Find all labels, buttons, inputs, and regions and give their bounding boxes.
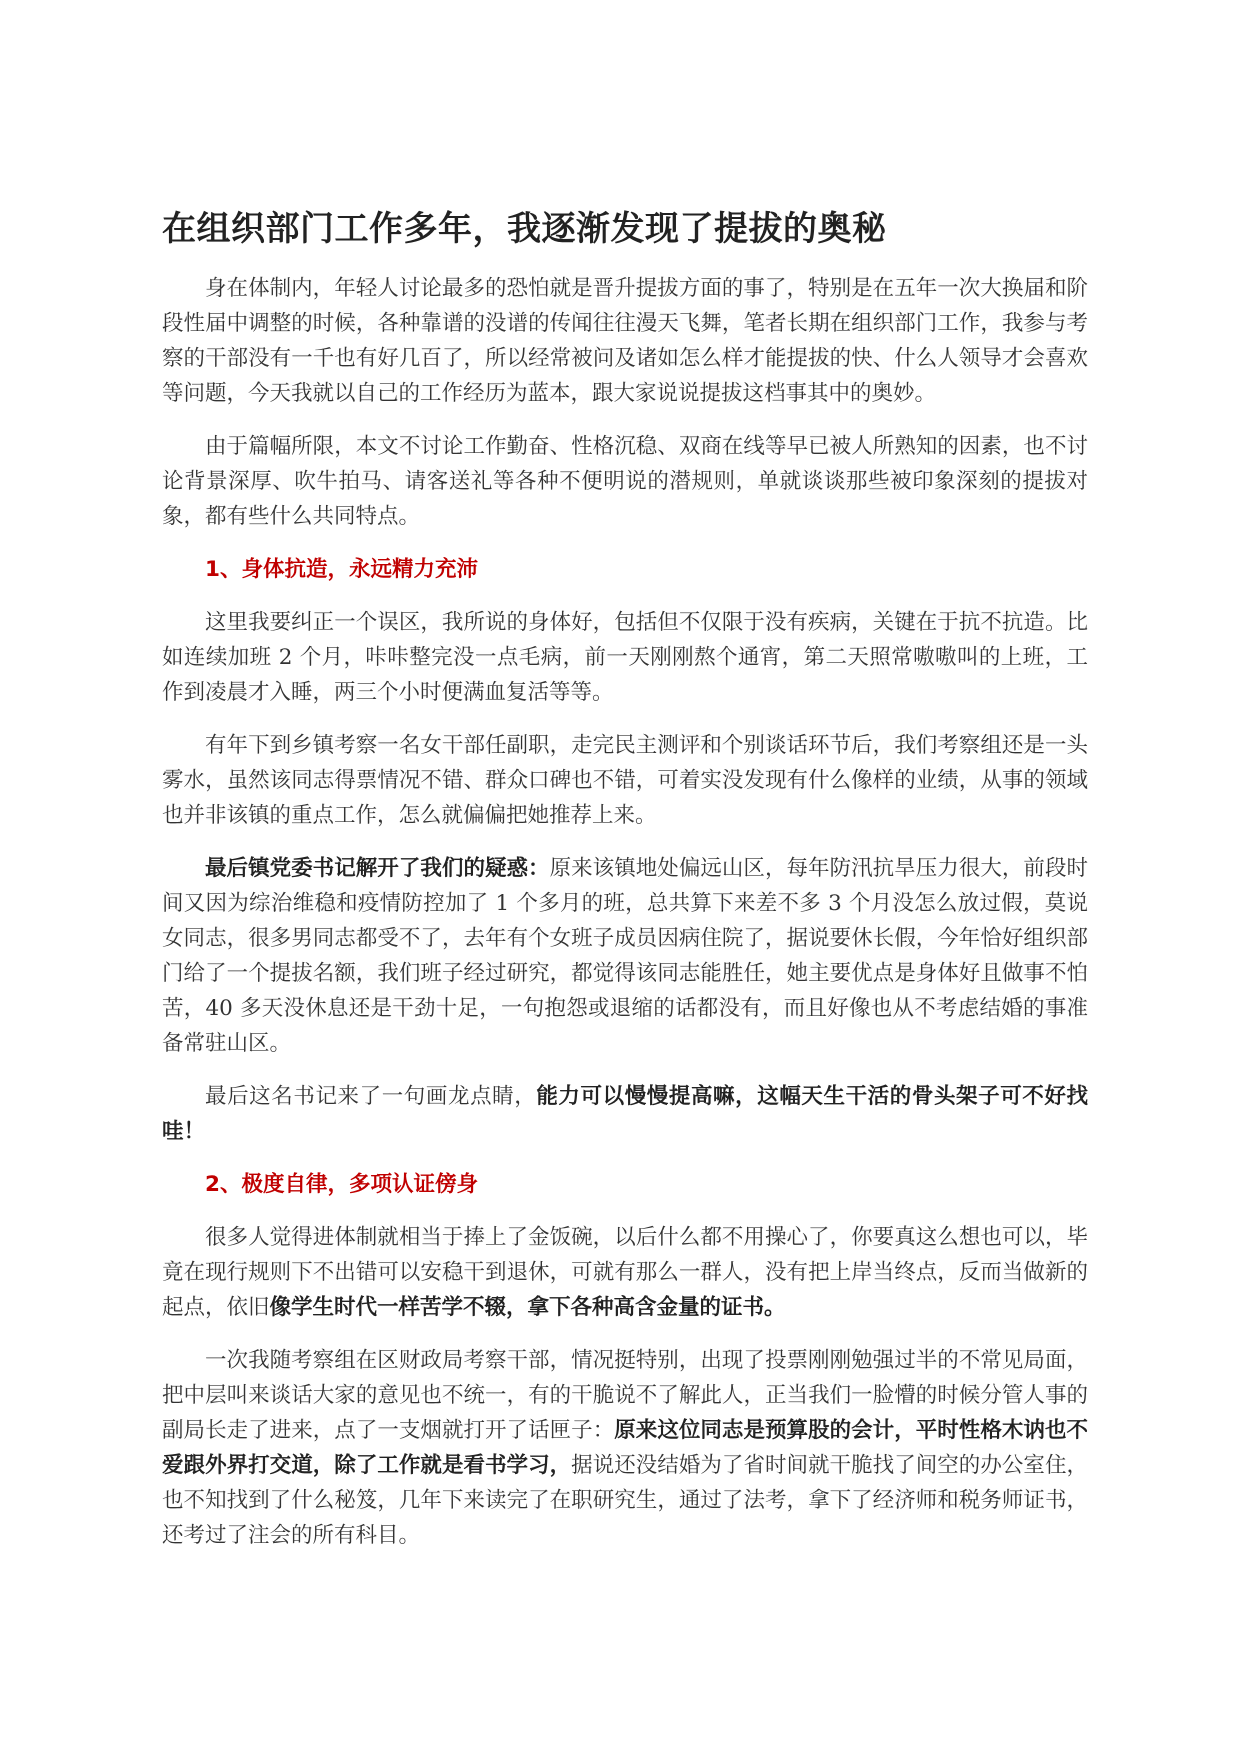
article-title: 在组织部门工作多年，我逐渐发现了提拔的奥秘 <box>162 209 887 249</box>
emphasis-text: 能力可以慢慢提高嘛，这幅天生干活的骨头架子可不好找哇！ <box>162 1084 1088 1144</box>
paragraph-intro: 身在体制内，年轻人讨论最多的恐怕就是晋升提拔方面的事了，特别是在五年一次大换届和阶段性届中调整的时候，各种靠谱的没谱的传闻往往漫天飞舞，笔者长期在组织部门工作，我参与考察的干部没有一千也有好几百了，所以经常被问及诸如怎么样才能提拔的快、什么人领导才会喜欢等问题，今天我就以自己的工作经历为蓝本，跟大家说说提拔这档事其中的奥妙。 <box>162 276 1088 406</box>
paragraph-text: 一次我随考察组在区财政局考察干部，情况挺特别，出现了投票刚刚勉强过半的不常见局面，把中层叫来谈话大家的意见也不统一，有的干脆说不了解此人，正当我们一脸懵的时候分管人事的副局长走了进来，点了一支烟就打开了话匣子： <box>162 1348 1088 1443</box>
paragraph-text: 最后这名书记来了一句画龙点睛， <box>205 1084 537 1109</box>
section-heading-1: 1、身体抗造，永远精力充沛 <box>205 557 478 582</box>
paragraph-text: 据说还没结婚为了省时间就干脆找了间空的办公室住，也不知找到了什么秘笈，几年下来读完了在职研究生，通过了法考，拿下了经济师和税务师证书，还考过了注会的所有科目。 <box>162 1453 1088 1548</box>
paragraph-scope: 由于篇幅所限，本文不讨论工作勤奋、性格沉稳、双商在线等早已被人所熟知的因素，也不讨论背景深厚、吹牛拍马、请客送礼等各种不便明说的潜规则，单就谈谈那些被印象深刻的提拔对象，都有些什么共同特点。 <box>162 434 1088 529</box>
section-heading-2: 2、极度自律，多项认证傍身 <box>205 1172 478 1197</box>
paragraph-self-discipline <box>162 1220 1088 1325</box>
paragraph-body-strength: 这里我要纠正一个误区，我所说的身体好，包括但不仅限于没有疾病，关键在于抗不抗造。比如连续加班 2 个月，咔咔整完没一点毛病，前一天刚刚熬个通宵，第二天照常嗷嗷叫的上班，工作到凌晨才入睡，两三个小时便满血复活等等。 <box>162 610 1088 705</box>
emphasis-text: 像学生时代一样苦学不辍，拿下各种高含金量的证书。 <box>269 1295 786 1320</box>
emphasis-text: 原来这位同志是预算股的会计，平时性格木讷也不爱跟外界打交道，除了工作就是看书学习， <box>162 1418 1088 1478</box>
paragraph-secretary-quote <box>162 1079 1088 1149</box>
paragraph-text: 原来该镇地处偏远山区，每年防汛抗旱压力很大，前段时间又因为综治维稳和疫情防控加了 1 个多月的班，总共算下来差不多 3 个月没怎么放过假，莫说女同志，很多男同志都受不了，去年有个女班子成员因病住院了，据说要休长假，今年恰好组织部门给了一个提拔名额，我们班子经过研究，都觉得该同志能胜任，她主要优点是身体好且做事不怕苦，40 多天没休息还是干劲十足，一句抱怨或退缩的话都没有，而且好像也从不考虑结婚的事准备常驻山区。 <box>162 856 1088 1056</box>
paragraph-secretary-explanation <box>162 851 1088 1061</box>
emphasis-text: 最后镇党委书记解开了我们的疑惑： <box>205 856 550 881</box>
paragraph-text: 很多人觉得进体制就相当于捧上了金饭碗，以后什么都不用操心了，你要真这么想也可以，毕竟在现行规则下不出错可以安稳干到退休，可就有那么一群人，没有把上岸当终点，反而当做新的起点，依旧 <box>162 1225 1088 1320</box>
article <box>162 205 1088 1571</box>
paragraph-township-case: 有年下到乡镇考察一名女干部任副职，走完民主测评和个别谈话环节后，我们考察组还是一头雾水，虽然该同志得票情况不错、群众口碑也不错，可着实没发现有什么像样的业绩，从事的领域也并非该镇的重点工作，怎么就偏偏把她推荐上来。 <box>162 733 1088 828</box>
paragraph-finance-bureau-case <box>162 1343 1088 1553</box>
